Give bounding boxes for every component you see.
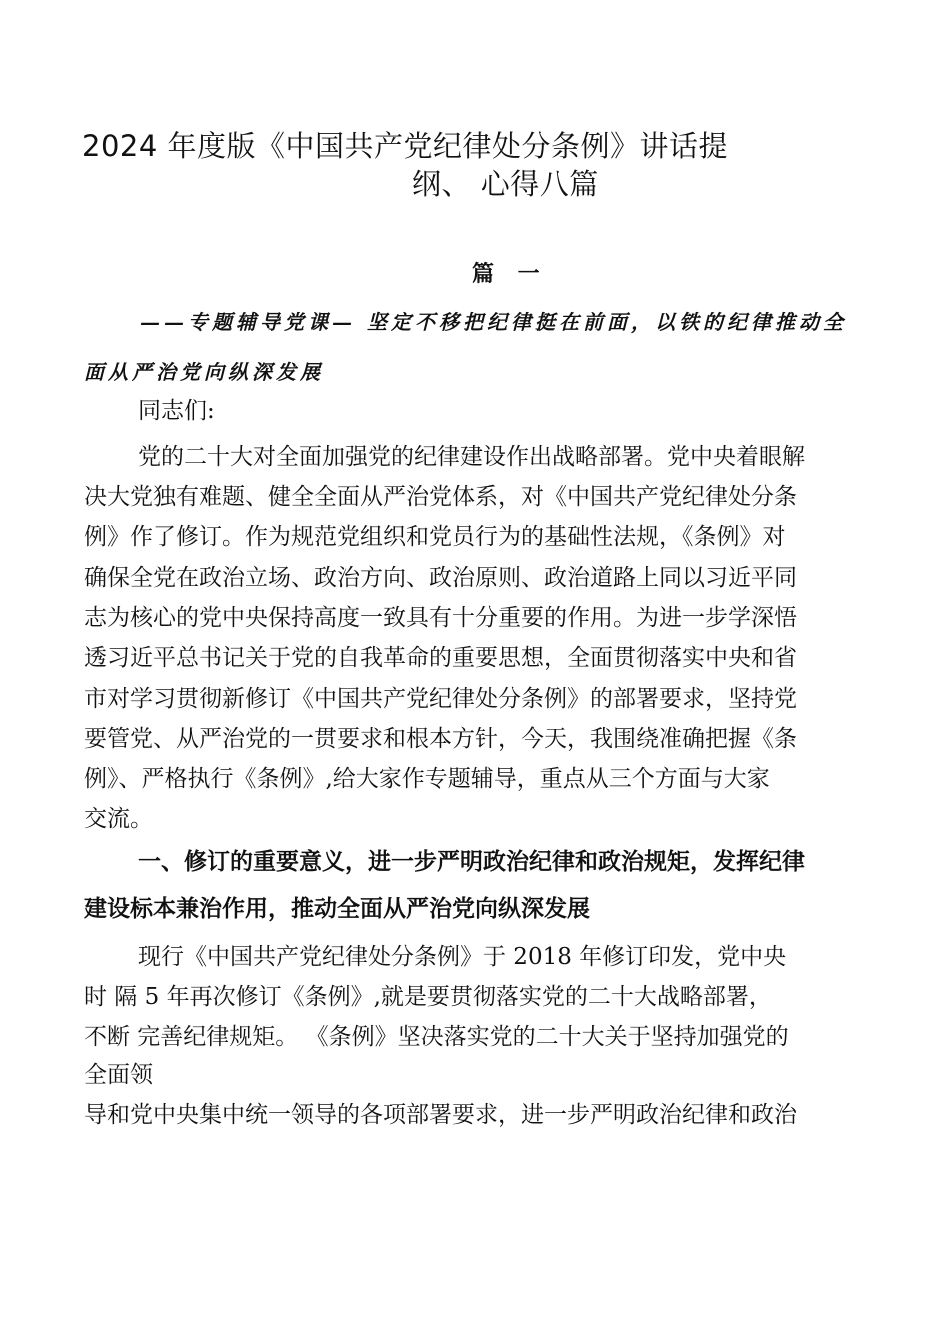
paragraph-1-line: 透习近平总书记关于党的自我革命的重要思想，全面贯彻落实中央和省 (84, 645, 797, 671)
paragraph-1-line: 决大党独有难题、健全全面从严治党体系，对《中国共产党纪律处分条 (84, 484, 797, 510)
paragraph-1-line: 交流。 (84, 806, 153, 832)
subtitle-line-2: 面从严治党向纵深发展 (84, 360, 324, 384)
paragraph-2-line: 时 隔 5 年再次修订《条例》,就是要贯彻落实党的二十大战略部署， (84, 984, 772, 1010)
paragraph-2-line: 现行《中国共产党纪律处分条例》于 2018 年修订印发，党中央 (138, 944, 787, 970)
paragraph-1-line: 例》、严格执行《条例》,给大家作专题辅导，重点从三个方面与大家 (84, 766, 770, 792)
paragraph-1-line: 确保全党在政治立场、政治方向、政治原则、政治道路上同以习近平同 (84, 565, 797, 591)
paragraph-1-line: 市对学习贯彻新修订《中国共产党纪律处分条例》的部署要求，坚持党 (84, 686, 797, 712)
paragraph-2-line: 全面领 (84, 1062, 153, 1088)
paragraph-1-line: 要管党、从严治党的一贯要求和根本方针，今天，我围绕准确把握《条 (84, 726, 797, 752)
section-heading-1-line: 一、修订的重要意义，进一步严明政治纪律和政治规矩，发挥纪律 (138, 849, 805, 875)
paragraph-2-line: 不断 完善纪律规矩。 《条例》坚决落实党的二十大关于坚持加强党的 (84, 1024, 789, 1050)
section-heading-1-line: 建设标本兼治作用，推动全面从严治党向纵深发展 (84, 896, 590, 922)
paragraph-1-line: 志为核心的党中央保持高度一致具有十分重要的作用。为进一步学深悟 (84, 605, 797, 631)
subtitle-line-1: ——专题辅导党课— 坚定不移把纪律挺在前面，以铁的纪律推动全 (140, 310, 847, 334)
document-title-line-2: 纲、 心得八篇 (412, 167, 599, 201)
paragraph-1-line: 例》作了修订。作为规范党组织和党员行为的基础性法规，《条例》对 (84, 524, 786, 550)
paragraph-1-line: 党的二十大对全面加强党的纪律建设作出战略部署。党中央着眼解 (138, 444, 805, 470)
greeting: 同志们: (138, 398, 215, 424)
paragraph-2-line: 导和党中央集中统一领导的各项部署要求，进一步严明政治纪律和政治 (84, 1102, 797, 1128)
document-title-line-1: 2024 年度版《中国共产党纪律处分条例》讲话提 (82, 129, 729, 163)
section-heading: 篇 一 (472, 262, 548, 287)
